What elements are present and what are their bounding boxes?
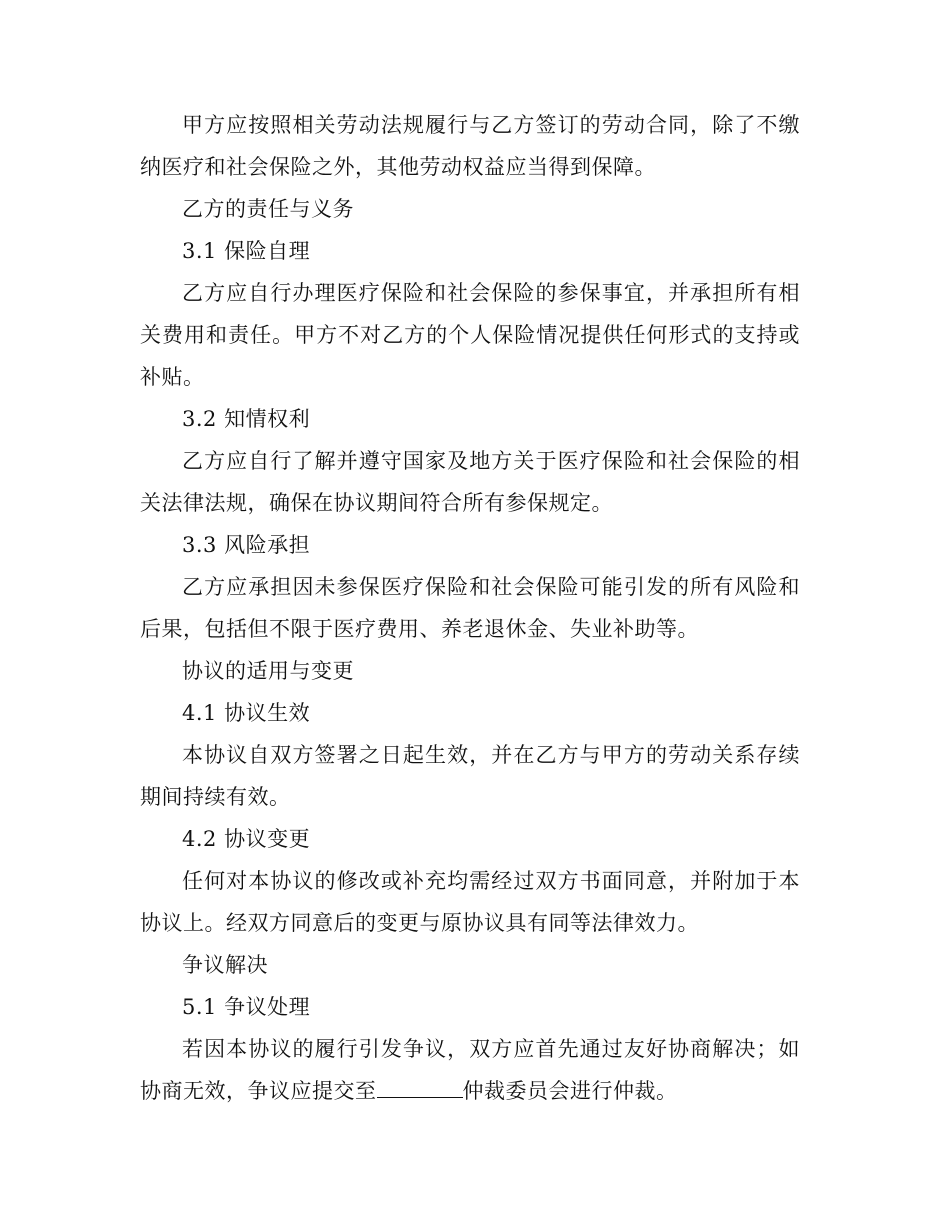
subsection-3-2-title: 3.2 知情权利: [182, 407, 311, 431]
arbitration-blank-field: [377, 1079, 463, 1098]
paragraph-3-1: 乙方应自行办理医疗保险和社会保险的参保事宜，并承担所有相关费用和责任。甲方不对乙方的个人保险情况提供任何形式的支持或补贴。: [140, 281, 800, 389]
paragraph-3-3: 乙方应承担因未参保医疗保险和社会保险可能引发的所有风险和后果，包括但不限于医疗费用、养老退休金、失业补助等。: [140, 575, 800, 641]
paragraph-3-2: 乙方应自行了解并遵守国家及地方关于医疗保险和社会保险的相关法律法规，确保在协议期间符合所有参保规定。: [140, 449, 800, 515]
section-heading-agreement: 协议的适用与变更: [182, 659, 354, 683]
document-body: [140, 104, 800, 1112]
paragraph-5-1-part-b: 仲裁委员会进行仲裁。: [462, 1079, 678, 1103]
paragraph-party-a-obligation: 甲方应按照相关劳动法规履行与乙方签订的劳动合同，除了不缴纳医疗和社会保险之外，其他劳动权益应当得到保障。: [140, 113, 800, 179]
paragraph-5-1-part-a: 若因本协议的履行引发争议，双方应首先通过友好协商解决；如协商无效，争议应提交至: [140, 1037, 800, 1103]
section-heading-party-b: 乙方的责任与义务: [182, 197, 354, 221]
paragraph-5-1: [140, 1028, 800, 1112]
subsection-4-1-title: 4.1 协议生效: [182, 701, 311, 725]
subsection-3-1-title: 3.1 保险自理: [182, 239, 311, 263]
paragraph-4-1: 本协议自双方签署之日起生效，并在乙方与甲方的劳动关系存续期间持续有效。: [140, 743, 800, 809]
section-heading-dispute: 争议解决: [182, 953, 268, 977]
subsection-5-1-title: 5.1 争议处理: [182, 995, 311, 1019]
subsection-3-3-title: 3.3 风险承担: [182, 533, 311, 557]
subsection-4-2-title: 4.2 协议变更: [182, 827, 311, 851]
paragraph-4-2: 任何对本协议的修改或补充均需经过双方书面同意，并附加于本协议上。经双方同意后的变更与原协议具有同等法律效力。: [140, 869, 800, 935]
